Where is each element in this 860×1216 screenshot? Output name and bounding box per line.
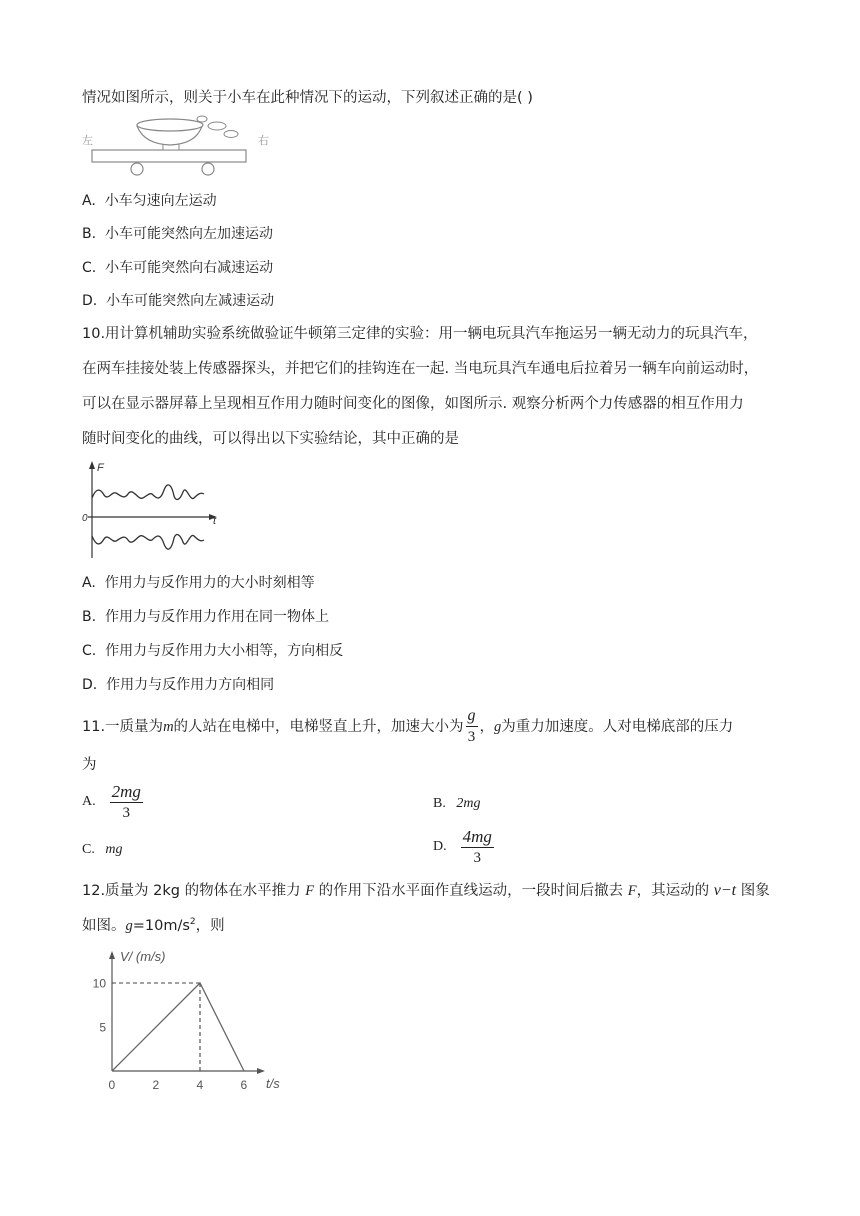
q12-stem-line-1: 12.质量为 2kg 的物体在水平推力 F 的作用下沿水平面作直线运动，一段时间后撤去 F，其运动的 v−t 图象 [82,882,770,899]
q9-option-b[interactable] [82,224,273,244]
positive-force-curve [92,485,204,500]
option-text: 小车可能突然向右减速运动 [105,260,274,276]
var-m: m [163,718,174,735]
velocity-time-chart [92,942,300,1102]
v-t-symbol: v−t [713,882,737,899]
t-axis-label: t [213,515,217,527]
x-tick-label: 4 [196,1078,204,1092]
q10-stem-line-2: 在两车挂接处装上传感器探头，并把它们的挂钩连在一起. 当电玩具汽车通电后拉着另一辆车向前运动时， [82,361,759,377]
bowl-rim [137,119,203,131]
fraction-g-over-3: $\frac{g}{3}$ [467,707,476,745]
q11-stem-line-1: 11.一质量为 m 的人站在电梯中，电梯竖直上升，加速大小为 $\frac{g}{3}$ ， g 为重力加速度。人对电梯底部的压力 [82,707,734,745]
option-letter: A. [82,193,96,209]
option-letter: B. [82,609,97,625]
option-letter: A. [82,575,96,591]
water-drop-3 [197,116,207,122]
q10-stem-line-4: 随时间变化的曲线，可以得出以下实验结论，其中正确的是 [82,431,459,447]
figure-right-label: 右 [258,135,269,147]
x-axis-arrow [257,1068,265,1074]
option-text: 作用力与反作用力的大小时刻相等 [104,575,315,591]
option-a-fraction: $\frac{2mg}{3}$ [111,782,141,821]
option-text: 小车匀速向左运动 [104,193,217,209]
option-letter: B. [82,226,97,242]
option-letter: D. [433,839,447,854]
option-text: 作用力与反作用力大小相等，方向相反 [105,643,344,659]
velocity-series-line [112,983,244,1071]
q10-stem-line-1: 10.用计算机辅助实验系统做验证牛顿第三定律的实验：用一辆电玩具汽车拖运另一辆无动力的玩具汽车， [82,326,758,342]
option-letter: D. [82,677,98,693]
q9-stem-tail: 情况如图所示，则关于小车在此种情况下的运动，下列叙述正确的是( ) [82,90,533,106]
option-text: mg [105,842,123,857]
y-tick-label: 10 [92,976,106,991]
option-d-fraction: $\frac{4mg}{3}$ [462,827,492,866]
q11-option-d[interactable] [433,828,494,866]
x-tick-label: 2 [152,1078,160,1092]
x-tick-label: 6 [240,1078,248,1092]
var-g: g [494,718,502,735]
option-letter: A. [82,794,96,809]
option-letter: B. [433,796,446,811]
negative-force-curve [92,535,204,550]
force-time-figure [80,458,225,560]
option-text: 小车可能突然向左减速运动 [106,293,275,309]
cart-wheel-right [202,163,214,175]
q10-stem-line-3: 可以在显示器屏幕上呈现相互作用力随时间变化的图像，如图所示. 观察分析两个力传感器的相互作用力 [82,396,744,412]
option-text: 作用力与反作用力作用在同一物体上 [104,609,329,625]
cart-wheel-left [131,163,143,175]
q9-option-d[interactable] [82,291,274,311]
origin-label: 0 [82,513,88,524]
cart-board [92,150,246,162]
option-text: 2mg [456,796,481,811]
x-axis-label: t/s [266,1076,280,1091]
y-tick-label: 5 [99,1020,106,1035]
q11-stem-line-2: 为 [82,757,97,773]
water-drop-1 [208,122,226,130]
option-text: 作用力与反作用力方向相同 [106,677,275,693]
y-axis-arrow [109,951,115,959]
option-letter: C. [82,643,97,659]
q10-option-a[interactable] [82,573,315,593]
q10-option-d[interactable] [82,675,274,695]
y-axis-label: V/ (m/s) [120,949,166,964]
option-letter: D. [82,293,98,309]
q12-stem-line-2: 如图。$g=10m/s^2$，则 [82,917,225,934]
option-letter: C. [82,260,97,276]
x-tick-label: 0 [108,1078,116,1092]
cart-bowl-figure [80,112,270,178]
f-axis-arrow [89,461,95,469]
water-drop-2 [224,131,238,138]
q9-option-c[interactable] [82,258,273,278]
q9-option-a[interactable] [82,191,217,211]
q11-option-a[interactable] [82,783,143,821]
q10-option-b[interactable] [82,607,329,627]
figure-left-label: 左 [82,135,93,147]
f-axis-label: F [97,462,104,474]
option-text: 小车可能突然向左加速运动 [104,226,273,242]
q11-option-b[interactable] [433,794,480,814]
q11-option-c[interactable] [82,840,122,860]
option-letter: C. [82,842,95,857]
q10-option-c[interactable] [82,641,343,661]
